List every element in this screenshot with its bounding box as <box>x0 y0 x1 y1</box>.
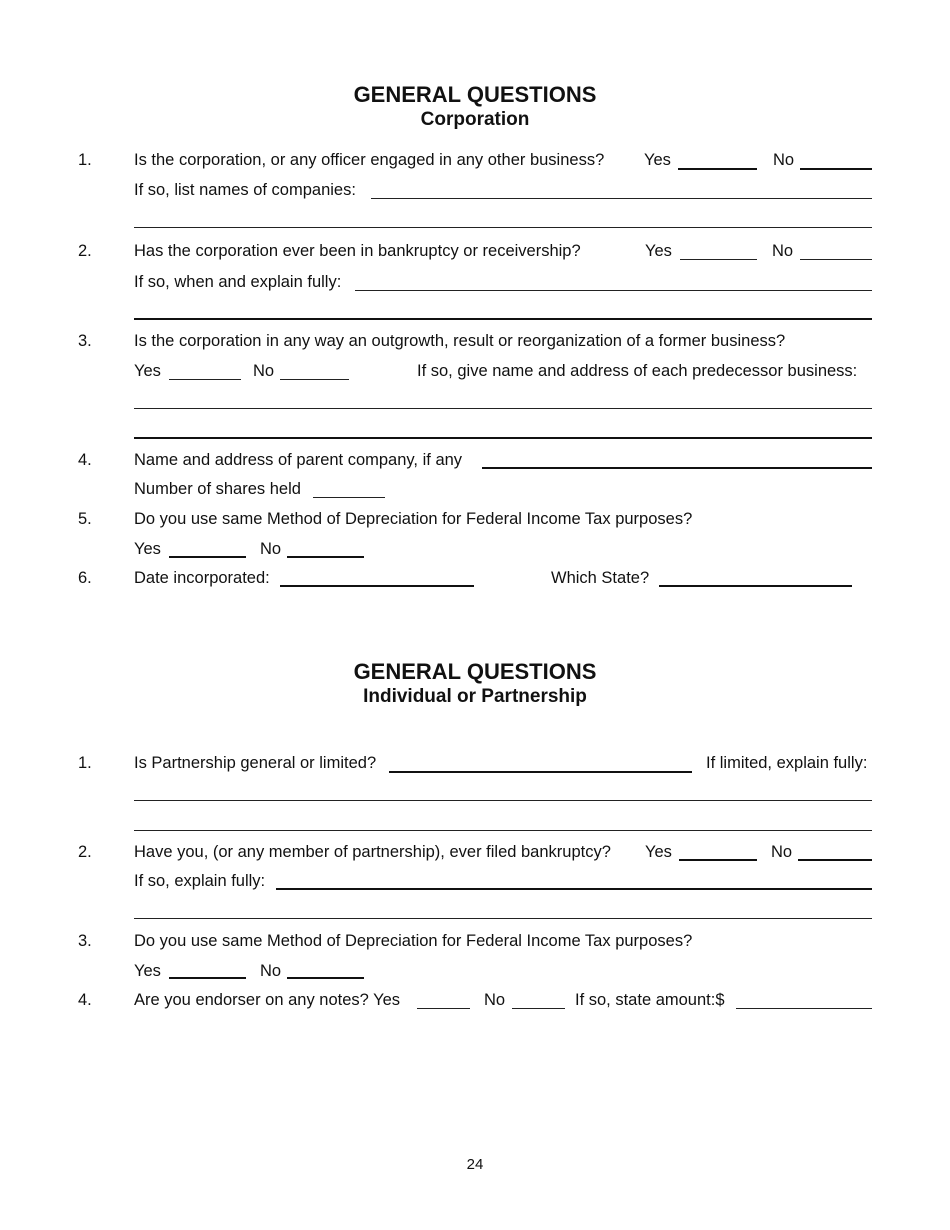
corp-q4-number: 4. <box>78 451 92 469</box>
ind-q2-text: Have you, (or any member of partnership), ever filed bankruptcy? <box>134 843 611 861</box>
corp-q1-number: 1. <box>78 151 92 169</box>
individual-title: GENERAL QUESTIONS <box>353 659 597 684</box>
corp-q3-text: Is the corporation in any way an outgrowth, result or reorganization of a former business? <box>134 332 786 350</box>
corp-q5-no-field[interactable] <box>287 556 364 558</box>
ind-q2-followup: If so, explain fully: <box>134 872 266 890</box>
corp-q6-date-label: Date incorporated: <box>134 569 270 587</box>
corp-q1-yes-label: Yes <box>644 151 671 169</box>
ind-q2-no-field[interactable] <box>798 859 872 861</box>
corp-q5-number: 5. <box>78 510 92 528</box>
corp-q2-explain-field[interactable] <box>355 290 872 291</box>
corp-q2-yes-label: Yes <box>645 242 672 260</box>
corp-q5-yes-label: Yes <box>134 540 161 558</box>
ind-q3-text: Do you use same Method of Depreciation for Federal Income Tax purposes? <box>134 932 693 950</box>
corp-q4-shares-label: Number of shares held <box>134 480 301 498</box>
corp-q6-state-field[interactable] <box>659 585 852 587</box>
corp-q4-text: Name and address of parent company, if any <box>134 451 463 469</box>
corp-q2-explain-field-2[interactable] <box>134 318 872 320</box>
corp-q4-parent-field[interactable] <box>482 467 872 469</box>
corp-q3-predecessor-field-2[interactable] <box>134 437 872 439</box>
ind-q2-yes-field[interactable] <box>679 859 757 861</box>
corp-q1-companies-field-2[interactable] <box>134 227 872 228</box>
ind-q4-amount-label: If so, state amount:$ <box>575 991 725 1009</box>
ind-q4-text: Are you endorser on any notes? Yes <box>134 991 401 1009</box>
corp-q2-yes-field[interactable] <box>680 259 757 260</box>
ind-q1-explain-field[interactable] <box>134 800 872 801</box>
ind-q4-no-field[interactable] <box>512 1008 565 1009</box>
corp-q3-followup: If so, give name and address of each predecessor business: <box>417 362 858 380</box>
ind-q4-number: 4. <box>78 991 92 1009</box>
corp-q3-no-field[interactable] <box>280 379 349 380</box>
ind-q1-text: Is Partnership general or limited? <box>134 754 377 772</box>
corp-q2-no-field[interactable] <box>800 259 872 260</box>
corp-q3-yes-field[interactable] <box>169 379 241 380</box>
corp-q1-yes-field[interactable] <box>678 168 757 170</box>
corp-q5-no-label: No <box>260 540 282 558</box>
ind-q2-yes-label: Yes <box>645 843 672 861</box>
corp-q1-no-field[interactable] <box>800 168 872 170</box>
corp-q5-yes-field[interactable] <box>169 556 246 558</box>
ind-q2-explain-field[interactable] <box>276 888 872 890</box>
corp-q2-number: 2. <box>78 242 92 260</box>
ind-q1-number: 1. <box>78 754 92 772</box>
ind-q3-yes-label: Yes <box>134 962 161 980</box>
corp-q3-predecessor-field[interactable] <box>134 408 872 409</box>
corp-q3-no-label: No <box>253 362 275 380</box>
ind-q4-no-label: No <box>484 991 506 1009</box>
corp-q2-followup: If so, when and explain fully: <box>134 273 342 291</box>
corp-q1-no-label: No <box>773 151 795 169</box>
corp-q1-followup: If so, list names of companies: <box>134 181 356 199</box>
page-number: 24 <box>466 1156 484 1173</box>
individual-subtitle: Individual or Partnership <box>363 686 587 707</box>
ind-q2-number: 2. <box>78 843 92 861</box>
corp-q6-number: 6. <box>78 569 92 587</box>
ind-q2-no-label: No <box>771 843 793 861</box>
ind-q4-yes-field[interactable] <box>417 1008 470 1009</box>
ind-q2-explain-field-2[interactable] <box>134 918 872 919</box>
ind-q3-yes-field[interactable] <box>169 977 246 979</box>
corp-q2-no-label: No <box>772 242 794 260</box>
corporation-title: GENERAL QUESTIONS <box>353 82 597 107</box>
corp-q3-number: 3. <box>78 332 92 350</box>
corp-q4-shares-field[interactable] <box>313 497 385 498</box>
corp-q1-companies-field[interactable] <box>371 198 872 199</box>
corp-q5-text: Do you use same Method of Depreciation for Federal Income Tax purposes? <box>134 510 693 528</box>
ind-q3-number: 3. <box>78 932 92 950</box>
ind-q1-type-field[interactable] <box>389 771 692 773</box>
ind-q1-followup: If limited, explain fully: <box>706 754 868 772</box>
ind-q3-no-field[interactable] <box>287 977 364 979</box>
ind-q1-explain-field-2[interactable] <box>134 830 872 831</box>
ind-q4-amount-field[interactable] <box>736 1008 872 1009</box>
ind-q3-no-label: No <box>260 962 282 980</box>
corp-q3-yes-label: Yes <box>134 362 161 380</box>
corp-q6-state-label: Which State? <box>551 569 650 587</box>
corp-q1-text: Is the corporation, or any officer engaged in any other business? <box>134 151 605 169</box>
corporation-subtitle: Corporation <box>420 109 530 130</box>
corp-q2-text: Has the corporation ever been in bankruptcy or receivership? <box>134 242 581 260</box>
corp-q6-date-field[interactable] <box>280 585 474 587</box>
